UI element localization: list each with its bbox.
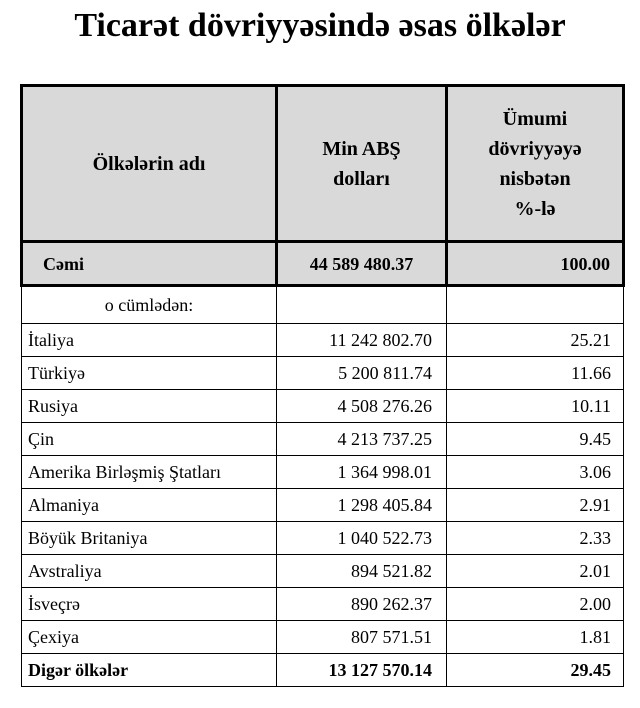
page-title: Ticarət dövriyyəsində əsas ölkələr (74, 7, 566, 44)
table-row (22, 357, 624, 390)
table-row (22, 555, 624, 588)
country-share: 11.66 (447, 357, 624, 390)
table-row (22, 588, 624, 621)
country-amount: 1 040 522.73 (277, 522, 447, 555)
total-label: Cəmi (22, 242, 277, 286)
country-share: 1.81 (447, 621, 624, 654)
table-row (22, 522, 624, 555)
header-amount: Min ABŞ dolları (277, 86, 447, 242)
country-share: 2.91 (447, 489, 624, 522)
country-name: Çexiya (22, 621, 277, 654)
country-name: Böyük Britaniya (22, 522, 277, 555)
country-amount: 807 571.51 (277, 621, 447, 654)
table-row (22, 489, 624, 522)
country-rows (22, 324, 624, 654)
country-share: 2.01 (447, 555, 624, 588)
country-share: 2.33 (447, 522, 624, 555)
total-row (22, 242, 624, 286)
table-row (22, 390, 624, 423)
country-amount: 11 242 802.70 (277, 324, 447, 357)
table-row (22, 456, 624, 489)
total-share: 100.00 (447, 242, 624, 286)
country-name: Rusiya (22, 390, 277, 423)
other-row (22, 654, 624, 687)
header-country: Ölkələrin adı (22, 86, 277, 242)
country-name: İtaliya (22, 324, 277, 357)
country-name: Amerika Birləşmiş Ştatları (22, 456, 277, 489)
trade-table (20, 84, 625, 687)
country-share: 9.45 (447, 423, 624, 456)
other-share: 29.45 (447, 654, 624, 687)
country-name: İsveçrə (22, 588, 277, 621)
country-amount: 1 298 405.84 (277, 489, 447, 522)
country-share: 10.11 (447, 390, 624, 423)
table-row (22, 423, 624, 456)
country-amount: 890 262.37 (277, 588, 447, 621)
country-name: Türkiyə (22, 357, 277, 390)
country-amount: 4 508 276.26 (277, 390, 447, 423)
table-row (22, 621, 624, 654)
country-name: Avstraliya (22, 555, 277, 588)
total-amount: 44 589 480.37 (277, 242, 447, 286)
subheading-label: o cümlədən: (22, 286, 277, 324)
country-share: 3.06 (447, 456, 624, 489)
country-share: 2.00 (447, 588, 624, 621)
subheading-empty-cell (447, 286, 624, 324)
header-row (22, 86, 624, 242)
country-name: Çin (22, 423, 277, 456)
subheading-row (22, 286, 624, 324)
other-amount: 13 127 570.14 (277, 654, 447, 687)
country-amount: 4 213 737.25 (277, 423, 447, 456)
country-name: Almaniya (22, 489, 277, 522)
subheading-empty-cell (277, 286, 447, 324)
other-label: Digər ölkələr (22, 654, 277, 687)
country-share: 25.21 (447, 324, 624, 357)
header-share: Ümumi dövriyyəyə nisbətən %-lə (447, 86, 624, 242)
table-row (22, 324, 624, 357)
country-amount: 894 521.82 (277, 555, 447, 588)
country-amount: 1 364 998.01 (277, 456, 447, 489)
country-amount: 5 200 811.74 (277, 357, 447, 390)
